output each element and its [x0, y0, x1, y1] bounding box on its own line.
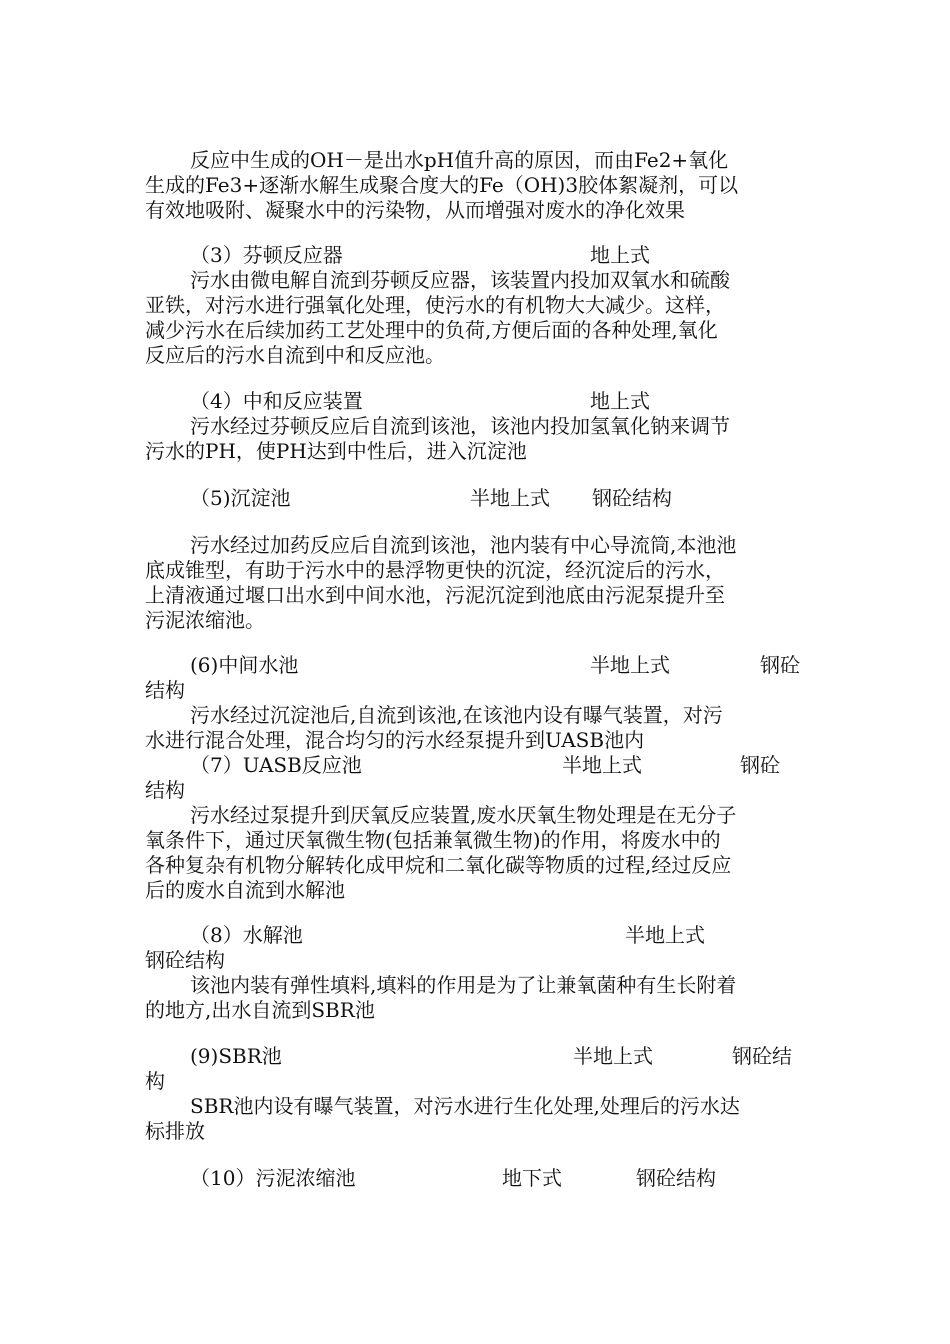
paragraph-line: 氧条件下，通过厌氧微生物(包括兼氧微生物)的作用，将废水中的	[145, 828, 721, 852]
paragraph-line: 污水经过加药反应后自流到该池，池内装有中心导流筒,本池池	[190, 533, 737, 557]
section-type-8: 半地上式	[625, 923, 705, 947]
paragraph-line: 污水由微电解自流到芬顿反应器，该装置内投加双氧水和硫酸	[190, 268, 730, 292]
paragraph-line: 标排放	[145, 1119, 205, 1143]
section-structure-6-cont: 结构	[145, 678, 185, 702]
paragraph-line: 的地方,出水自流到SBR池	[145, 998, 375, 1022]
section-type-7: 半地上式	[562, 753, 642, 777]
section-heading-6: (6)中间水池	[190, 653, 299, 677]
section-type-10: 地下式	[502, 1166, 562, 1190]
paragraph-line: 污水经过沉淀池后,自流到该池,在该池内设有曝气装置，对污	[190, 703, 723, 727]
paragraph-line: 各种复杂有机物分解转化成甲烷和二氧化碳等物质的过程,经过反应	[145, 853, 732, 877]
section-structure-5: 钢砼结构	[592, 486, 672, 510]
paragraph-line: 反应后的污水自流到中和反应池。	[145, 343, 445, 367]
paragraph-line: 减少污水在后续加药工艺处理中的负荷,方便后面的各种处理,氧化	[145, 318, 718, 342]
section-type-9: 半地上式	[573, 1044, 653, 1068]
section-structure-6: 钢砼	[760, 653, 800, 677]
paragraph-line: 反应中生成的OH－是出水pH值升高的原因，而由Fe2+氧化	[190, 148, 729, 172]
section-type-4: 地上式	[590, 389, 650, 413]
section-type-6: 半地上式	[590, 653, 670, 677]
section-structure-9: 钢砼结	[732, 1044, 792, 1068]
paragraph-line: 有效地吸附、凝聚水中的污染物，从而增强对废水的净化效果	[145, 198, 685, 222]
paragraph-line: 上清液通过堰口出水到中间水池，污泥沉淀到池底由污泥泵提升至	[145, 583, 725, 607]
paragraph-line: 污泥浓缩池。	[145, 608, 265, 632]
section-structure-9-cont: 构	[145, 1069, 165, 1093]
section-structure-10: 钢砼结构	[636, 1166, 716, 1190]
section-structure-8: 钢砼结构	[145, 948, 225, 972]
paragraph-line: 底成锥型，有助于污水中的悬浮物更快的沉淀，经沉淀后的污水，	[145, 558, 725, 582]
section-heading-10: （10）污泥浓缩池	[190, 1166, 356, 1190]
paragraph-line: 污水的PH，使PH达到中性后，进入沉淀池	[145, 439, 527, 463]
paragraph-line: SBR池内设有曝气装置，对污水进行生化处理,处理后的污水达	[190, 1094, 740, 1118]
section-type-3: 地上式	[590, 243, 650, 267]
section-heading-5: （5)沉淀池	[190, 486, 291, 510]
section-heading-7: （7）UASB反应池	[190, 753, 362, 777]
section-heading-9: (9)SBR池	[190, 1044, 282, 1068]
section-type-5: 半地上式	[470, 486, 550, 510]
paragraph-line: 该池内装有弹性填料,填料的作用是为了让兼氧菌种有生长附着	[190, 973, 737, 997]
paragraph-line: 后的废水自流到水解池	[145, 878, 345, 902]
paragraph-line: 污水经过泵提升到厌氧反应装置,废水厌氧生物处理是在无分子	[190, 803, 737, 827]
paragraph-line: 污水经过芬顿反应后自流到该池，该池内投加氢氧化钠来调节	[190, 414, 730, 438]
section-structure-7: 钢砼	[740, 753, 780, 777]
section-heading-3: （3）芬顿反应器	[190, 243, 343, 267]
paragraph-line: 水进行混合处理，混合均匀的污水经泵提升到UASB池内	[145, 728, 645, 752]
section-structure-7-cont: 结构	[145, 778, 185, 802]
section-heading-4: （4）中和反应装置	[190, 389, 363, 413]
paragraph-line: 生成的Fe3+逐渐水解生成聚合度大的Fe（OH)3胶体絮凝剂，可以	[145, 173, 739, 197]
section-heading-8: （8）水解池	[190, 923, 303, 947]
paragraph-line: 亚铁，对污水进行强氧化处理，使污水的有机物大大减少。这样，	[145, 293, 725, 317]
